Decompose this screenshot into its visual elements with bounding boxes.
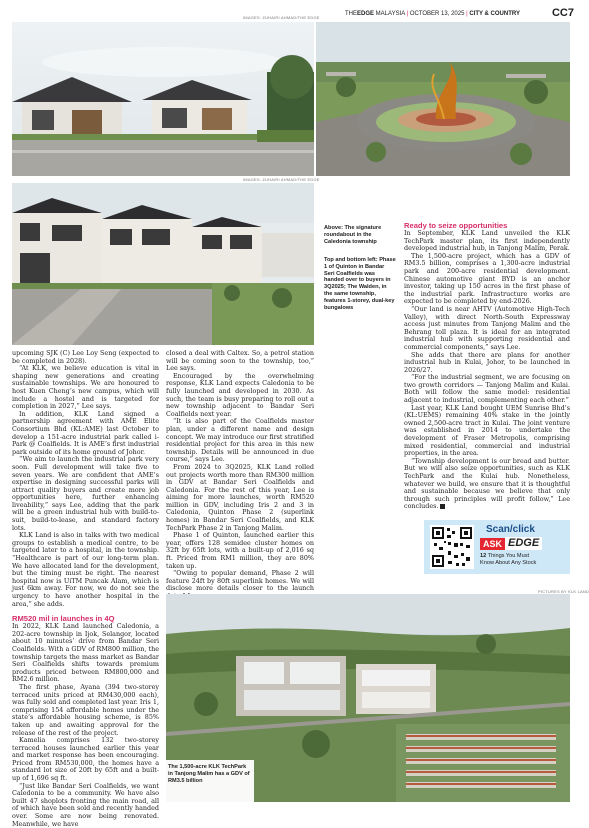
column-1 [12, 350, 159, 828]
ad-scan-text: Scan/click [486, 524, 535, 535]
c3-p2: The 1,500-acre project, which has a GDV of RM3.5 billion, comprises a 1,300-acre industrial park and 200-acre residential development. Chinese automotive giant BYD is an anchor investor, taking up 150 acres in the first phase of the industrial park. Infrastructure works are expected to be completed by end-2026. [404, 251, 570, 306]
page-number: CC7 [551, 7, 574, 19]
ad-edge-logo: EDGE [505, 537, 542, 550]
section-head-launches: RM520 mil in launches in 4Q [12, 614, 115, 624]
ad-ask-badge: ASK [480, 538, 505, 550]
c1-p8: Kamelia comprises 132 two-storey terraced houses launched earlier this year and market response has been encouraging. Priced from RM530,000, the homes have a standard lot size of 20ft by 65ft and a built-up of 1,696 sq ft. [12, 736, 159, 783]
caption-sub: Top and bottom left: Phase 1 of Quinton in Bandar Seri Coalfields was handed over to buyers in 3Q2025; The Walden, in the same township, features 1-storey, dual-key bungalows [324, 257, 396, 311]
header-text: THEEDGE MALAYSIA | OCTOBER 13, 2025 | CITY & COUNTRY [344, 11, 520, 17]
c1-p1: upcoming SJK (C) Lee Loy Seng (expected to be completed in 2028). [12, 349, 159, 365]
c2-p4: From 2024 to 3Q2025, KLK Land rolled out projects worth more than RM300 million in GDV at Bandar Seri Coalfields and Caledonia. For the rest of this year, Lee is aiming for more launches, worth RM520 million in GDV, including Iris 2 and 3 in Caledonia, Quinton Phase 2 (superlink homes) in Bandar Seri Coalfields, and KLK TechPark Phase 2 in Tanjong Malim. [166, 462, 314, 532]
c1-p6: In 2022, KLK Land launched Caledonia, a 202-acre township in Ijok, Selangor, located about 10 minutes’ drive from Bandar Seri Coalfields. With a GDV of RM800 million, the township targets the mass market as Bandar Seri Coalfields shifts towards premium products priced between RM800,000 and RM2.6 million. [12, 622, 159, 684]
c2-p5: Phase 1 of Quinton, launched earlier this year, offers 128 semidee cluster homes on 32ft by 65ft lots, with a built-up of 2,016 sq ft. Priced from RM1 million, they are 80% taken up. [166, 531, 314, 570]
section-head-opportunities: Ready to seize opportunities [404, 221, 508, 230]
c1-p4: “We aim to launch the industrial park very soon. Full development will take five to seven years. We are confident that AME’s expertise in designing successful parks will attract quality buyers and create more job opportunities here, further enhancing liveability,” says Lee, adding that the park will be a green industrial hub with build-to-suit, build-to-lease, and standard factory lots. [12, 455, 159, 532]
c2-p3: “It is also part of the Coalfields master plan, under a different name and design concept. We may introduce our first stratified residential project for this area in this new township. Details will be announced in due course,” says Lee. [166, 417, 314, 464]
caption-main: Above: The signature roundabout in the Caledonia township [324, 225, 382, 245]
c3-p1: In September, KLK Land unveiled the KLK TechPark master plan, its first independently developed industrial hub, in Tanjong Malim, Perak. [404, 229, 570, 253]
ad-logo [480, 537, 542, 550]
column-3 [404, 221, 570, 511]
end-mark-icon [440, 504, 445, 509]
c3-p5: “For the industrial segment, we are focusing on two growth corridors — Tanjong Malim and Kulai. Both will follow the same model: residential adjacent to industrial, complementing each other.” [404, 373, 570, 405]
photo-terraced-houses [12, 183, 314, 345]
photo-bungalows [12, 22, 314, 176]
c3-p4: She adds that there are plans for another industrial hub in Kulai, Johor, to be launched in 2026/27. [404, 350, 570, 374]
brand-prefix: THE [344, 11, 357, 17]
photo-credit-middle: IMAGES: ZUHAIRI AHMAD/THE EDGE [243, 177, 320, 182]
brand-name: EDGE [356, 11, 374, 17]
c3-p3: “Our land is near AHTV (Automotive High-Tech Valley), with direct North-South Expressway access just minutes from Tanjong Malim and the Behrang toll plaza. It is ideal for an integrated industrial hub with supporting residential and commercial components,” says Lee. [404, 304, 570, 351]
ad-tagline [480, 553, 568, 567]
ad-things: Things You Must [487, 553, 530, 559]
section-name: CITY & COUNTRY [469, 11, 520, 17]
c1-p9: “Just like Bandar Seri Coalfields, we want Caledonia to be a community. We have also built 47 shoplots fronting the main road, all of which have been sold and recently handed over. Some are now being renovated. Meanwhile, we have [12, 781, 159, 828]
photo-roundabout [316, 22, 570, 176]
c3-p6: Last year, KLK Land bought UEM Sunrise Bhd’s (KL:UEMS) remaining 40% stake in the jointly owned 2,500-acre tract in Kulai. The joint venture was established in 2014 to undertake the development of Fraser Metropolis, comprising mixed residential, commercial and industrial properties, in the area. [404, 403, 570, 458]
c3-p7: “Township development is our bread and butter. But we will also seize opportunities, such as KLK TechPark and the Kulai hub. Nonetheless, whatever we build, we ensure that it is thoughtful and sustainable because we believe that only through such principles will profit follow,” Lee concludes. [404, 456, 570, 511]
c2-p6: “Owing to popular demand, Phase 2 will feature 24ft by 80ft superlink homes. We will disclose more details closer to the launch [166, 569, 314, 593]
ad-number: 12 [480, 553, 487, 559]
c2-p1: closed a deal with Caltex. So, a petrol station will be coming soon to the township, too,” Lee says. [166, 349, 314, 373]
photo-credit-top: IMAGES: ZUHAIRI AHMAD/THE EDGE [243, 15, 320, 20]
ad-know: Know About Any Stock [480, 560, 537, 566]
column-2 [166, 350, 314, 616]
c1-p3: In addition, KLK Land signed a partnership agreement with AME Elite Consortium Bhd (KL:AME) last October to develop a 151-acre industrial park called i-Park @ Coalfields. It is AME’s first industrial park outside of its home ground of Johor. [12, 409, 159, 456]
c1-p5: KLK Land is also in talks with two medical groups to establish a medical centre, to be targeted later to a hospital, in the township. “Healthcare is part of our long-term plan. We have allocated land for the development, but the timing must be right. The nearest hospital now is UiTM Puncak Alam, which is just 6km away. For now, we do not see the urgency to have another hospital in the area,” she adds. [12, 531, 159, 608]
c1-p2: “At KLK, we believe education is vital in shaping new generations and creating sustainable townships. We are honoured to host Kuen Cheng’s new campus, which will include a hostel and is targeted for completion in 2027,” Lee says. [12, 364, 159, 411]
c2-p2: Encouraged by the overwhelming response, KLK Land expects Caledonia to be fully launched and developed in 2030. As such, the team is busy preparing to roll out a new township adjacent to Bandar Seri Coalfields next year. [166, 371, 314, 418]
photo-credit-aerial: PICTURES BY KLK LAND [538, 589, 589, 594]
ask-edge-ad[interactable] [424, 520, 570, 574]
caption-aerial: The 1,500-acre KLK TechPark in Tanjong Malim has a GDV of RM3.5 billion [168, 764, 250, 784]
issue-date: OCTOBER 13, 2025 [409, 11, 465, 17]
photo-techpark-aerial [166, 594, 570, 802]
qr-code-icon [430, 525, 474, 569]
c1-p7: The first phase, Ayana (394 two-storey terraced units priced at RM430,000 each), was fully sold and completed last year. Iris 1, comprising 154 affordable homes under the state’s affordable housing scheme, is 85% taken up and awaiting approval for the release of the rest of the project. [12, 682, 159, 737]
brand-country: MALAYSIA [375, 11, 405, 17]
